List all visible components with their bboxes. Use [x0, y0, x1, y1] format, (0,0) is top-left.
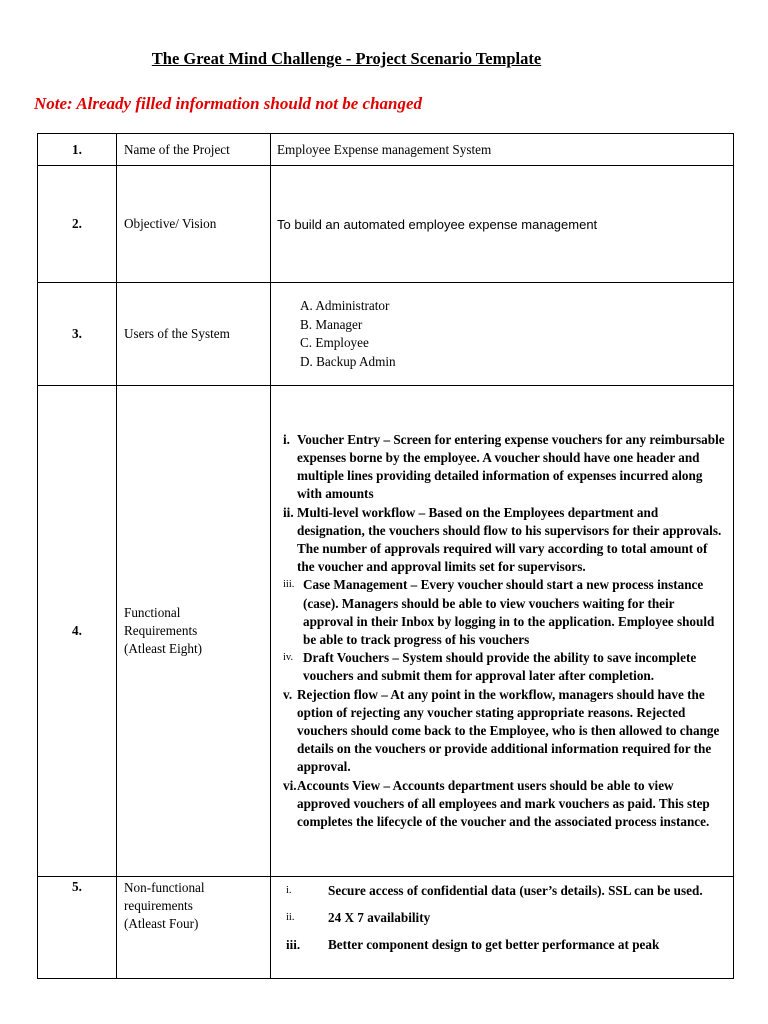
list-text: Secure access of confidential data (user’s details). SSL can be used.: [328, 883, 703, 898]
table-row: [38, 877, 734, 979]
list-item: [277, 777, 727, 832]
list-item: [277, 936, 727, 954]
list-text: Draft Vouchers – System should provide the ability to save incomplete vouchers and submit them for approval later after completion.: [303, 650, 697, 684]
list-text: Better component design to get better performance at peak: [328, 937, 660, 952]
list-marker: i.: [286, 885, 292, 896]
list-item: [277, 431, 727, 504]
list-item: [277, 504, 727, 577]
row-number: 3.: [38, 283, 117, 386]
table-row: [38, 386, 734, 877]
table-row: [38, 166, 734, 283]
label-line: requirements: [124, 898, 193, 913]
row-label: [117, 877, 271, 979]
table-row: [38, 134, 734, 166]
list-marker: i.: [283, 431, 290, 447]
list-marker: ii.: [286, 912, 295, 923]
row-number: 2.: [38, 166, 117, 283]
list-item: A. Administrator: [300, 298, 390, 313]
label-line: (Atleast Four): [124, 916, 199, 931]
label-line: Functional: [124, 605, 181, 620]
list-marker: iii.: [286, 937, 301, 952]
label-line: Requirements: [124, 623, 198, 638]
list-marker: vi.: [283, 777, 297, 793]
row-number: 5.: [38, 877, 117, 979]
non-functional-requirements-cell: [271, 877, 734, 979]
list-marker: ii.: [283, 504, 294, 520]
users-list: [277, 297, 727, 371]
list-item: [277, 882, 727, 900]
note-text: Note: Already filled information should not be changed: [34, 94, 423, 113]
list-text: Multi-level workflow – Based on the Employees department and designation, the vouchers should flow to his supervisors for their approvals. The number of approvals required will vary according to total amount of the voucher and approval limits set for supervisors.: [297, 504, 722, 575]
row-number: 1.: [38, 134, 117, 166]
list-item: B. Manager: [300, 316, 363, 332]
row-label: Users of the System: [117, 283, 271, 386]
functional-requirements-list: [277, 431, 727, 831]
list-text: Accounts View – Accounts department users should be able to view approved vouchers of all employees and mark vouchers as paid. This step completes the lifecycle of the voucher and the associated process instance.: [297, 777, 710, 830]
list-item: C. Employee: [300, 335, 369, 350]
list-text: 24 X 7 availability: [328, 910, 431, 925]
list-marker: v.: [283, 686, 293, 702]
list-item: [277, 686, 727, 777]
project-scenario-table: [37, 133, 734, 979]
document-title: The Great Mind Challenge - Project Scenario Template: [151, 49, 542, 68]
list-marker: iv.: [283, 652, 294, 664]
list-item: [277, 909, 727, 927]
label-line: Non-functional: [124, 880, 205, 895]
list-item: [277, 649, 727, 685]
row-number: 4.: [38, 386, 117, 877]
list-marker: iii.: [283, 579, 295, 591]
table-row: [38, 283, 734, 386]
row-label: Objective/ Vision: [117, 166, 271, 283]
label-line: (Atleast Eight): [124, 641, 203, 656]
list-text: Case Management – Every voucher should start a new process instance (case). Managers should be able to view vouchers waiting for their approval in their Inbox by logging in to the application. Employee should be able to track progress of his vouchers: [303, 577, 715, 647]
row-label: [117, 386, 271, 877]
functional-requirements-cell: [271, 386, 734, 877]
objective-value: To build an automated employee expense management: [271, 166, 734, 283]
list-item: [277, 576, 727, 649]
non-functional-requirements-list: [277, 882, 727, 954]
list-item: D. Backup Admin: [300, 353, 396, 369]
row-label: Name of the Project: [117, 134, 271, 166]
list-text: Rejection flow – At any point in the workflow, managers should have the option of rejecting any voucher stating appropriate reasons. Rejected vouchers should come back to the Employee, who is then allowed to change details on the vouchers or provide additional information required for the approval.: [297, 686, 720, 775]
list-text: Voucher Entry – Screen for entering expense vouchers for any reimbursable expenses borne by the employee. A voucher should have one header and multiple lines providing detailed information of expenses incurred along with amounts: [297, 431, 725, 502]
users-cell: [271, 283, 734, 386]
project-name-value: Employee Expense management System: [271, 134, 734, 166]
